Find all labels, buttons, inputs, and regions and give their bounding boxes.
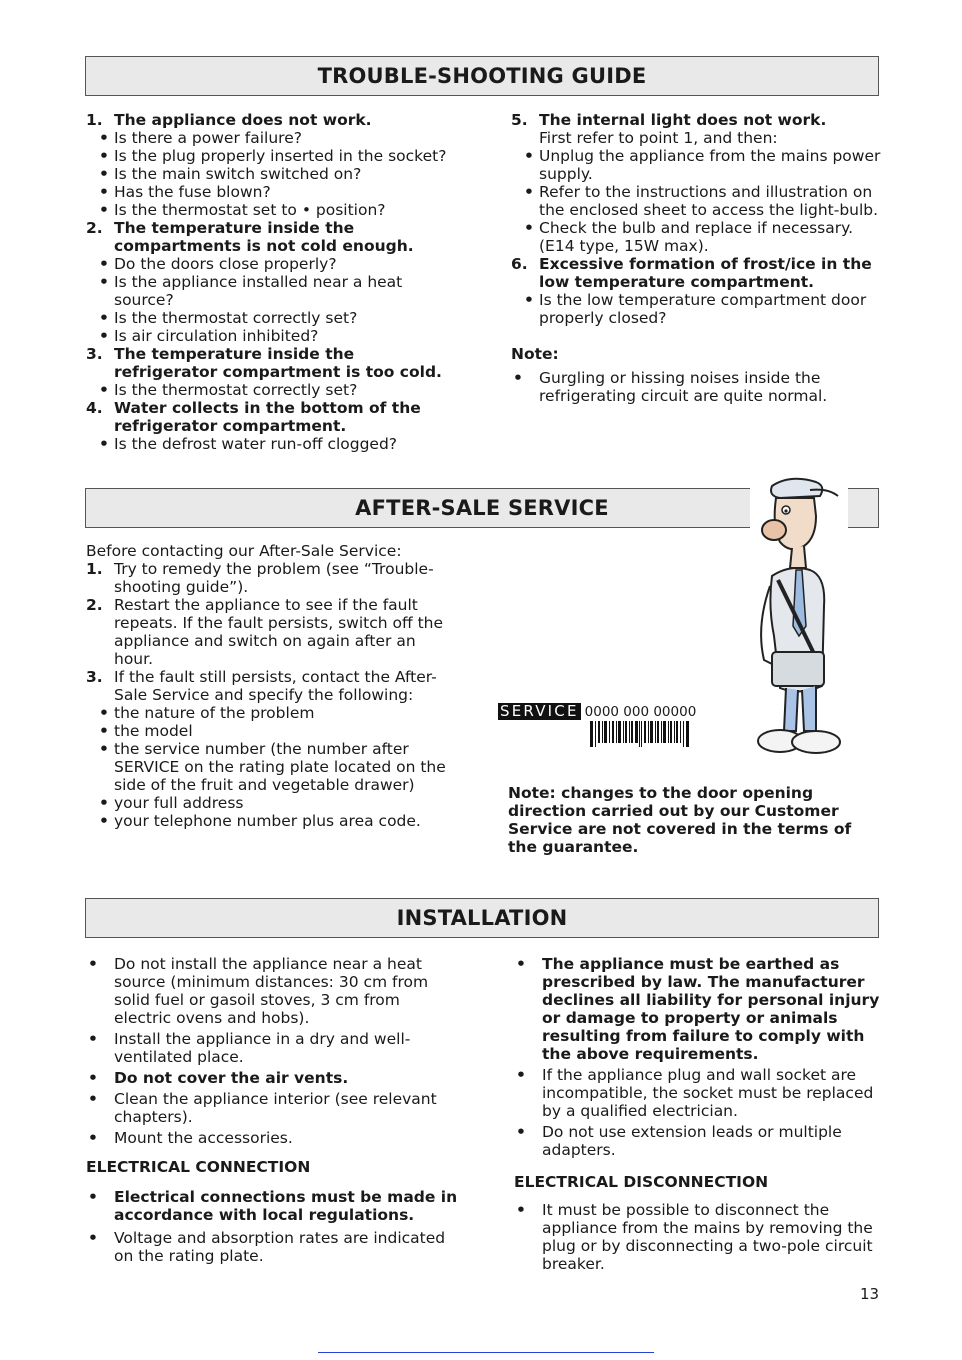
trouble-item-3: 3. The temperature inside the refrigerator compartment is too cold. bbox=[86, 345, 442, 381]
service-step-2: 2. Restart the appliance to see if the fault repeats. If the fault persists, switch off the appliance and switch on again after an hour. bbox=[86, 596, 444, 668]
installation-left-column bbox=[86, 955, 458, 1265]
service-label: SERVICE bbox=[500, 702, 579, 720]
list-item: • the service number (the number after SERVICE on the rating plate located on the side of the fruit and vegetable drawer) bbox=[86, 740, 458, 794]
installation-right-column bbox=[514, 955, 882, 1273]
service-intro: Before contacting our After-Sale Service: bbox=[86, 542, 402, 560]
list-item: • Install the appliance in a dry and well-ventilated place. bbox=[86, 1030, 458, 1066]
list-item-continuation: (E14 type, 15W max). bbox=[539, 237, 709, 255]
service-step-3: 3. If the fault still persists, contact the After-Sale Service and specify the following: bbox=[86, 668, 437, 704]
page-number: 13 bbox=[860, 1285, 880, 1303]
list-item: • your telephone number plus area code. bbox=[86, 812, 458, 830]
barcode bbox=[590, 721, 692, 747]
door-note: Note: changes to the door opening direction carried out by our Customer Service are not covered in the terms of the guarantee. bbox=[508, 784, 852, 856]
list-item: • Do not install the appliance near a heat source (minimum distances: 30 cm from solid fuel or gasoil stoves, 3 cm from electric ovens and hobs). bbox=[86, 955, 458, 1027]
trouble-item-2: 2. The temperature inside the compartments is not cold enough. bbox=[86, 219, 414, 255]
footer-line bbox=[318, 1352, 654, 1353]
list-item: • Refer to the instructions and illustration on the enclosed sheet to access the light-bulb. bbox=[511, 183, 883, 219]
list-item: • Is the main switch switched on? bbox=[86, 165, 458, 183]
list-item: • Is the defrost water run-off clogged? bbox=[86, 435, 458, 453]
trouble-right-column bbox=[511, 111, 883, 405]
trouble-item-1: 1. The appliance does not work. bbox=[86, 111, 372, 129]
note-text: • Gurgling or hissing noises inside the refrigerating circuit are quite normal. bbox=[511, 369, 883, 405]
list-item: • Voltage and absorption rates are indicated on the rating plate. bbox=[86, 1229, 458, 1265]
list-item: • Is there a power failure? bbox=[86, 129, 458, 147]
list-item: • Has the fuse blown? bbox=[86, 183, 458, 201]
list-item: • Clean the appliance interior (see relevant chapters). bbox=[86, 1090, 458, 1126]
installation-header bbox=[85, 898, 879, 938]
list-item: • Do the doors close properly? bbox=[86, 255, 458, 273]
service-number: 0000 000 00000 bbox=[584, 704, 697, 720]
list-item: • Is the thermostat set to • position? bbox=[86, 201, 458, 219]
trouble-shooting-title: TROUBLE-SHOOTING GUIDE bbox=[317, 64, 647, 88]
list-item: • your full address bbox=[86, 794, 458, 812]
list-item: • the nature of the problem bbox=[86, 704, 458, 722]
electrical-connection-heading: ELECTRICAL CONNECTION bbox=[86, 1158, 311, 1176]
list-item: • Is the thermostat correctly set? bbox=[86, 309, 458, 327]
list-item: • the model bbox=[86, 722, 458, 740]
list-item: • Is the plug properly inserted in the socket? bbox=[86, 147, 458, 165]
trouble-item-5: 5. The internal light does not work. bbox=[511, 111, 827, 129]
service-man-illustration bbox=[750, 476, 848, 759]
after-sale-service-title: AFTER-SALE SERVICE bbox=[355, 496, 609, 520]
list-item: • If the appliance plug and wall socket are incompatible, the socket must be replaced by a qualified electrician. bbox=[514, 1066, 882, 1120]
list-item: • Unplug the appliance from the mains power supply. bbox=[511, 147, 883, 183]
list-item: • Do not use extension leads or multiple adapters. bbox=[514, 1123, 882, 1159]
service-column bbox=[86, 542, 458, 830]
trouble-item-5-intro: First refer to point 1, and then: bbox=[539, 129, 778, 147]
list-item: • It must be possible to disconnect the appliance from the mains by removing the plug or by disconnecting a two-pole circuit breaker. bbox=[514, 1201, 882, 1273]
service-note bbox=[508, 784, 880, 856]
note-label: Note: bbox=[511, 345, 559, 363]
list-item: • Do not cover the air vents. bbox=[86, 1069, 458, 1087]
list-item: • Is air circulation inhibited? bbox=[86, 327, 458, 345]
service-step-1: 1. Try to remedy the problem (see “Trouble-shooting guide”). bbox=[86, 560, 434, 596]
list-item: • Is the thermostat correctly set? bbox=[86, 381, 458, 399]
trouble-item-6: 6. Excessive formation of frost/ice in the low temperature compartment. bbox=[511, 255, 872, 291]
list-item: • Is the appliance installed near a heat source? bbox=[86, 273, 458, 309]
trouble-item-4: 4. Water collects in the bottom of the refrigerator compartment. bbox=[86, 399, 421, 435]
list-item: • Is the low temperature compartment door properly closed? bbox=[511, 291, 883, 327]
trouble-left-column bbox=[86, 111, 458, 453]
list-item: • Mount the accessories. bbox=[86, 1129, 458, 1147]
trouble-shooting-header bbox=[85, 56, 879, 96]
installation-title: INSTALLATION bbox=[396, 906, 568, 930]
service-plate bbox=[498, 702, 696, 721]
list-item: • The appliance must be earthed as prescribed by law. The manufacturer declines all liability for personal injury or damage to property or animals resulting from failure to comply with the above requirements. bbox=[514, 955, 882, 1063]
list-item: • Check the bulb and replace if necessary. bbox=[511, 219, 883, 237]
list-item: • Electrical connections must be made in accordance with local regulations. bbox=[86, 1188, 458, 1224]
electrical-disconnection-heading: ELECTRICAL DISCONNECTION bbox=[514, 1173, 769, 1191]
